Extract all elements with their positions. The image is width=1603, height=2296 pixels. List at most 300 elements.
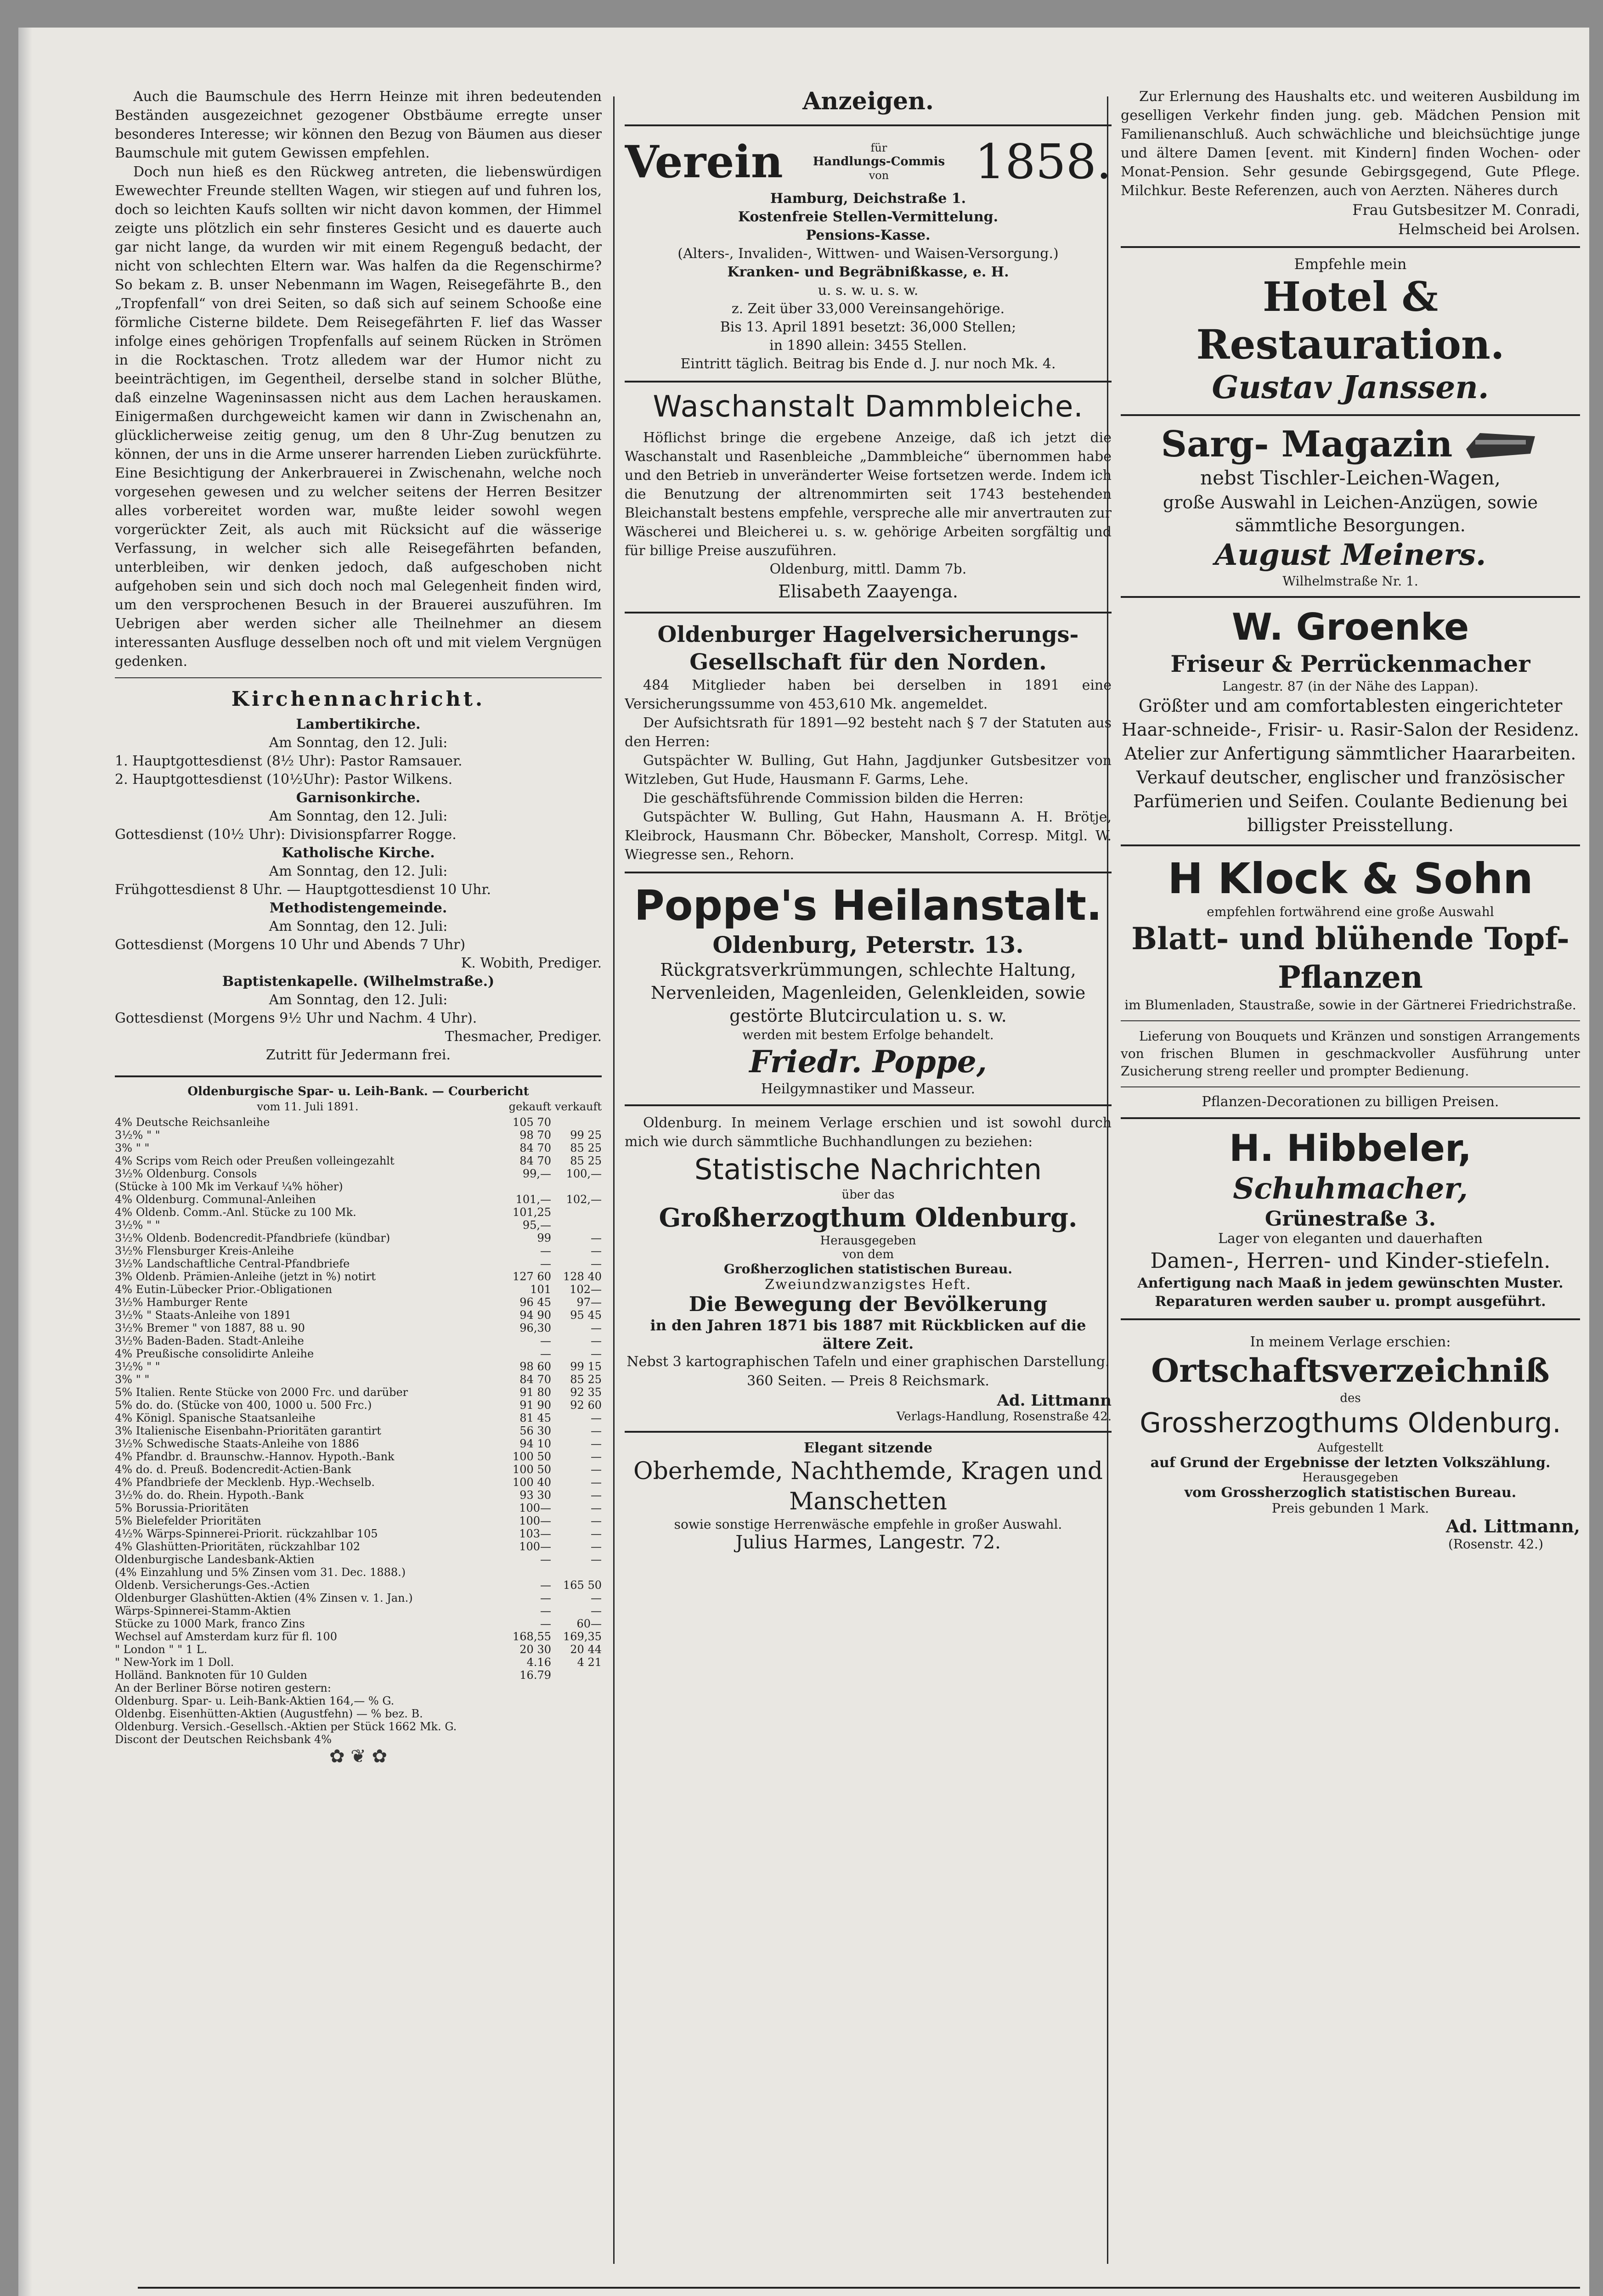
column-rule-1 — [613, 96, 615, 2264]
table-row — [115, 1270, 602, 1283]
orts-signature: Ad. Littmann, — [1445, 1516, 1580, 1536]
table-row — [115, 1296, 602, 1309]
bought-rate: 168,55 — [513, 1630, 551, 1643]
wasch-title: Waschanstalt Dammbleiche. — [653, 390, 1084, 424]
verein-line: (Alters-, Invaliden-, Wittwen- und Waisen-Versorgung.) — [677, 246, 1059, 262]
security-name: 3½% Flensburger Kreis-Anleihe — [115, 1244, 294, 1257]
bought-rate — [501, 1720, 551, 1733]
sold-rate: — — [591, 1450, 602, 1463]
table-row — [115, 1180, 602, 1193]
security-name: 3½% Bremer " von 1887, 88 u. 90 — [115, 1322, 305, 1334]
table-row — [115, 1232, 602, 1244]
security-name: (Stücke à 100 Mk im Verkauf ¼% höher) — [115, 1180, 343, 1193]
bought-rate: 101 — [530, 1283, 551, 1296]
bought-rate: 100— — [519, 1502, 551, 1514]
bought-rate — [501, 1733, 551, 1746]
security-name: Oldenb. Versicherungs-Ges.-Actien — [115, 1579, 310, 1592]
hibbeler-lager: Lager von eleganten und dauerhaften — [1218, 1231, 1483, 1247]
hagel-title: Oldenburger Hagelversicherungs-Gesellschaft für den Norden. — [657, 622, 1079, 675]
bought-rate: — — [540, 1334, 551, 1347]
hibbeler-sub: Schuhmacher, — [1233, 1171, 1468, 1206]
church-entry: Thesmacher, Prediger. — [445, 1029, 602, 1045]
security-name: 3½% do. do. Rhein. Hypoth.-Bank — [115, 1489, 304, 1502]
security-name: Discont der Deutschen Reichsbank 4% — [115, 1733, 332, 1746]
verein-line: z. Zeit über 33,000 Vereinsangehörige. — [731, 301, 1005, 317]
bought-rate: 84 70 — [519, 1154, 551, 1167]
sold-rate: — — [591, 1540, 602, 1553]
article-text — [115, 87, 602, 671]
sold-rate: — — [591, 1437, 602, 1450]
poppe-title: Poppe's Heilanstalt. — [634, 882, 1102, 930]
sold-rate: 169,35 — [563, 1630, 602, 1643]
security-name: 3% " " — [115, 1142, 150, 1154]
church-entry: Zutritt für Jedermann frei. — [265, 1047, 451, 1063]
table-row — [115, 1540, 602, 1553]
bought-rate: — — [540, 1553, 551, 1566]
newspaper-page — [18, 28, 1589, 2296]
table-row — [115, 1193, 602, 1206]
ad-hibbeler — [1121, 1126, 1580, 1311]
table-row — [115, 1514, 602, 1527]
church-entry: Am Sonntag, den 12. Juli: — [269, 808, 448, 824]
ad-poppe — [625, 881, 1112, 1097]
stat-von: von dem — [842, 1248, 894, 1261]
security-name: 3½% " " — [115, 1360, 160, 1373]
sold-rate: 92 60 — [570, 1399, 602, 1412]
column-right — [1121, 87, 1580, 1552]
table-row — [115, 1399, 602, 1412]
security-name: 3½% " " — [115, 1219, 160, 1232]
security-name: Oldenburg. Spar- u. Leih-Bank-Aktien 164,— % G. — [115, 1694, 395, 1707]
table-row — [115, 1116, 602, 1129]
orts-aufgestellt: Aufgestellt — [1317, 1441, 1383, 1455]
wasch-signature: Elisabeth Zaayenga. — [778, 581, 959, 602]
groenke-address: Langestr. 87 (in der Nähe des Lappan). — [1222, 679, 1479, 694]
ad-groenke — [1121, 605, 1580, 837]
hibbeler-title: H. Hibbeler, — [1229, 1127, 1472, 1170]
wasch-place: Oldenburg, mittl. Damm 7b. — [769, 561, 967, 577]
stat-bureau: Großherzoglichen statistischen Bureau. — [724, 1261, 1012, 1277]
verein-fuer: für — [870, 141, 887, 154]
sold-rate — [551, 1566, 602, 1579]
sold-rate: — — [591, 1604, 602, 1617]
sold-rate — [551, 1219, 602, 1232]
stat-jahre: in den Jahren 1871 bis 1887 mit Rückblicken auf die ältere Zeit. — [650, 1317, 1086, 1352]
church-entry: Am Sonntag, den 12. Juli: — [269, 863, 448, 879]
hibbeler-text-1: Anfertigung nach Maaß in jedem gewünschten Muster. — [1137, 1275, 1563, 1291]
sold-rate — [551, 1733, 602, 1746]
ad-waschanstalt — [625, 390, 1112, 604]
table-row — [115, 1129, 602, 1142]
klock-text-2: Lieferung von Bouquets und Kränzen und sonstigen Arrangements von frischen Blumen in geschmackvoller Ausführung unter Zusicherung streng reeller und prompter Bedienung. — [1121, 1029, 1580, 1079]
table-row — [115, 1219, 602, 1232]
church-news-list — [115, 715, 602, 1064]
ad-hagel — [625, 621, 1112, 864]
sold-rate: — — [591, 1322, 602, 1334]
bought-rate: 16.79 — [519, 1669, 551, 1682]
security-name: An der Berliner Börse notiren gestern: — [115, 1682, 331, 1694]
church-entry: Lambertikirche. — [296, 716, 421, 732]
bought-rate — [501, 1566, 551, 1579]
sold-rate: 97— — [576, 1296, 602, 1309]
sold-rate: — — [591, 1347, 602, 1360]
table-row — [115, 1682, 602, 1694]
hotel-title: Hotel & Restauration. — [1196, 273, 1505, 368]
church-entry: Gottesdienst (Morgens 9½ Uhr und Nachm. 4 Uhr). — [115, 1010, 477, 1026]
church-entry: Katholische Kirche. — [282, 845, 435, 861]
security-name: 4% Eutin-Lübecker Prior.-Obligationen — [115, 1283, 333, 1296]
security-name: 3% Italienische Eisenbahn-Prioritäten garantirt — [115, 1424, 381, 1437]
bought-rate: 127 60 — [513, 1270, 551, 1283]
verein-word: Verein — [625, 135, 783, 188]
sold-rate — [551, 1720, 602, 1733]
table-row — [115, 1656, 602, 1669]
sarg-sub: nebst Tischler-Leichen-Wagen, — [1200, 467, 1501, 489]
table-row — [115, 1309, 602, 1322]
sold-rate: — — [591, 1527, 602, 1540]
sold-rate: — — [591, 1424, 602, 1437]
bought-rate: 100— — [519, 1514, 551, 1527]
bought-rate: 91 90 — [519, 1399, 551, 1412]
security-name: 5% Italien. Rente Stücke von 2000 Frc. und darüber — [115, 1386, 408, 1399]
orts-grund: auf Grund der Ergebnisse der letzten Volkszählung. — [1150, 1455, 1551, 1471]
security-name: 5% Bielefelder Prioritäten — [115, 1514, 261, 1527]
security-name: 4% Pfandbriefe der Mecklenb. Hyp.-Wechselb. — [115, 1476, 375, 1489]
security-name: 4% Oldenburg. Communal-Anleihen — [115, 1193, 316, 1206]
bank-title: Oldenburgische Spar- u. Leih-Bank. — Courbericht — [187, 1085, 529, 1098]
table-row — [115, 1630, 602, 1643]
sarg-text: große Auswahl in Leichen-Anzügen, sowie sämmtliche Besorgungen. — [1163, 492, 1538, 535]
hagel-p5: Gutspächter W. Bulling, Gut Hahn, Hausmann A. H. Brötje, Kleibrock, Hausmann Chr. Böbecker, Mansholt, Corresp. Mitgl. W. Wiegresse sen., Rehorn. — [625, 809, 1112, 863]
stat-title: Statistische Nachrichten — [694, 1153, 1042, 1186]
hibbeler-address: Grünestraße 3. — [1264, 1207, 1436, 1231]
sold-rate: 102— — [570, 1283, 602, 1296]
bought-rate: 99,— — [522, 1167, 551, 1180]
sold-rate: — — [591, 1257, 602, 1270]
table-row — [115, 1527, 602, 1540]
harmes-top: Elegant sitzende — [803, 1440, 933, 1456]
church-entry: Baptistenkapelle. (Wilhelmstraße.) — [222, 974, 495, 990]
ads-heading: Anzeigen. — [802, 87, 934, 115]
harmes-signature: Julius Harmes, Langestr. 72. — [735, 1532, 1001, 1553]
harmes-text: sowie sonstige Herrenwäsche empfehle in großer Auswahl. — [674, 1517, 1062, 1532]
sold-rate: 100,— — [566, 1167, 602, 1180]
bought-rate: 100— — [519, 1540, 551, 1553]
table-row — [115, 1360, 602, 1373]
table-row — [115, 1167, 602, 1180]
stat-intro: Oldenburg. In meinem Verlage erschien und ist sowohl durch mich wie durch sämmtliche Buchhandlungen zu beziehen: — [625, 1115, 1112, 1150]
table-row — [115, 1283, 602, 1296]
bought-rate: 100 40 — [513, 1476, 551, 1489]
bought-rate: 81 45 — [519, 1412, 551, 1424]
church-entry: Gottesdienst (Morgens 10 Uhr und Abends 7 Uhr) — [115, 937, 466, 953]
security-name: 3½% Baden-Baden. Stadt-Anleihe — [115, 1334, 304, 1347]
page-edge — [18, 28, 32, 2296]
security-name: 3% Oldenb. Prämien-Anleihe (jetzt in %) notirt — [115, 1270, 376, 1283]
table-row — [115, 1450, 602, 1463]
table-row — [115, 1206, 602, 1219]
table-row — [115, 1154, 602, 1167]
sold-rate: — — [591, 1232, 602, 1244]
bought-rate — [501, 1707, 551, 1720]
klock-sub: empfehlen fortwährend eine große Auswahl — [1207, 904, 1494, 919]
ad-statistik — [625, 1114, 1112, 1424]
security-name: 4½% Wärps-Spinnerei-Priorit. rückzahlbar 105 — [115, 1527, 378, 1540]
table-row — [115, 1322, 602, 1334]
sold-rate: — — [591, 1514, 602, 1527]
bought-rate: 103— — [519, 1527, 551, 1540]
security-name: 3½% Hamburger Rente — [115, 1296, 248, 1309]
sold-rate: — — [591, 1592, 602, 1604]
groenke-text: Größter und am comfortablesten eingerichteter Haar-schneide-, Frisir- u. Rasir-Salon der Residenz. Atelier zur Anfertigung sämmtlicher Haararbeiten. Verkauf deutscher, englischer und französischer Parfümerien und Seifen. Coulante Bedienung bei billigster Preisstellung. — [1122, 696, 1579, 835]
security-name: 4% Pfandbr. d. Braunschw.-Hannov. Hypoth.-Bank — [115, 1450, 395, 1463]
church-entry: K. Wobith, Prediger. — [461, 955, 602, 971]
table-row — [115, 1604, 602, 1617]
bought-rate: — — [540, 1244, 551, 1257]
orts-von: vom Grossherzoglich statistischen Bureau. — [1184, 1485, 1517, 1501]
table-row — [115, 1553, 602, 1566]
security-name: (4% Einzahlung und 5% Zinsen vom 31. Dec. 1888.) — [115, 1566, 406, 1579]
verein-von: von — [869, 169, 889, 182]
sold-rate: 85 25 — [570, 1142, 602, 1154]
stat-heft: Zweiundzwanzigstes Heft. — [765, 1277, 971, 1293]
bought-rate: 98 70 — [519, 1129, 551, 1142]
security-name: Oldenburger Glashütten-Aktien (4% Zinsen v. 1. Jan.) — [115, 1592, 413, 1604]
sold-rate — [551, 1707, 602, 1720]
stat-tafeln: Nebst 3 kartographischen Tafeln und einer graphischen Darstellung. — [627, 1354, 1110, 1370]
security-name: 3½% Schwedische Staats-Anleihe von 1886 — [115, 1437, 359, 1450]
pension-signature: Frau Gutsbesitzer M. Conradi, — [1352, 201, 1580, 219]
bought-rate: 4.16 — [526, 1656, 551, 1669]
verein-line: Kostenfreie Stellen-Vermittelung. — [738, 209, 999, 225]
hibbeler-items: Damen-, Herren- und Kinder-stiefeln. — [1150, 1248, 1551, 1273]
coffin-icon — [1462, 426, 1540, 463]
bought-rate: 94 10 — [519, 1437, 551, 1450]
table-row — [115, 1412, 602, 1424]
security-name: 4% Oldenb. Comm.-Anl. Stücke zu 100 Mk. — [115, 1206, 356, 1219]
bought-rate: — — [540, 1257, 551, 1270]
bought-rate: 96 45 — [519, 1296, 551, 1309]
sarg-address: Wilhelmstraße Nr. 1. — [1282, 574, 1418, 589]
sold-rate: 92 35 — [570, 1386, 602, 1399]
stat-ueber: über das — [841, 1188, 895, 1202]
table-row — [115, 1669, 602, 1682]
church-entry: Am Sonntag, den 12. Juli: — [269, 735, 448, 751]
bought-rate: 100 50 — [513, 1450, 551, 1463]
bank-col-bought: gekauft — [508, 1100, 551, 1113]
security-name: " London " " 1 L. — [115, 1643, 208, 1656]
church-entry: 1. Hauptgottesdienst (8½ Uhr): Pastor Ramsauer. — [115, 753, 463, 769]
sold-rate: — — [591, 1476, 602, 1489]
church-entry: 2. Hauptgottesdienst (10½Uhr): Pastor Wilkens. — [115, 771, 453, 788]
orts-gh: Grossherzogthums Oldenburg. — [1140, 1407, 1561, 1439]
bought-rate — [501, 1694, 551, 1707]
bank-rates-table — [115, 1116, 602, 1746]
bought-rate: 84 70 — [519, 1142, 551, 1154]
bought-rate: 101,— — [515, 1193, 551, 1206]
orts-signature-2: (Rosenstr. 42.) — [1448, 1536, 1543, 1552]
table-row — [115, 1463, 602, 1476]
hagel-p2: Der Aufsichtsrath für 1891—92 besteht nach § 7 der Statuten aus den Herren: — [625, 715, 1112, 750]
security-name: 5% do. do. (Stücke von 400, 1000 u. 500 Frc.) — [115, 1399, 372, 1412]
sold-rate: 60— — [576, 1617, 602, 1630]
orts-herausgegeben: Herausgegeben — [1302, 1471, 1399, 1485]
sold-rate: 20 44 — [570, 1643, 602, 1656]
ad-pension — [1121, 87, 1580, 239]
pension-text: Zur Erlernung des Haushalts etc. und weiteren Ausbildung im geselligen Verkehr finden jung. geb. Mädchen Pension mit Familienanschluß. Auch schwächliche und bleichsüchtige junge und ältere Damen [event. mit Kindern] finden Wochen- oder Monat-Pension. Sehr gesunde Gebirgsgegend, Gute Pflege. Milchkur. Beste Referenzen, auch von Aerzten. Näheres durch — [1121, 89, 1580, 199]
stat-herausgegeben: Herausgegeben — [820, 1234, 916, 1248]
orts-des: des — [1340, 1391, 1361, 1405]
sold-rate — [551, 1206, 602, 1219]
security-name: 3½% Oldenb. Bodencredit-Pfandbriefe (kündbar) — [115, 1232, 390, 1244]
bank-col-sold: verkauft — [554, 1100, 602, 1113]
table-row — [115, 1347, 602, 1360]
article-paragraph: Auch die Baumschule des Herrn Heinze mit ihren bedeutenden Beständen ausgezeichnet gezogener Obstbäume erregte unser besonderes Interesse; wir können den Bezug von Bäumen aus dieser Baumschule mit gutem Gewissen empfehlen. — [115, 89, 602, 161]
hibbeler-text-2: Reparaturen werden sauber u. prompt ausgeführt. — [1155, 1294, 1546, 1310]
security-name: 3% " " — [115, 1373, 150, 1386]
groenke-title: W. Groenke — [1231, 606, 1469, 648]
table-row — [115, 1720, 602, 1733]
sold-rate: — — [591, 1553, 602, 1566]
bought-rate: 84 70 — [519, 1373, 551, 1386]
hagel-p3: Gutspächter W. Bulling, Gut Hahn, Jagdjunker Gutsbesitzer von Witzleben, Gut Hude, Hausmann F. Garms, Lehe. — [625, 753, 1112, 788]
orts-intro: In meinem Verlage erschien: — [1250, 1334, 1451, 1350]
bought-rate: 100 50 — [513, 1463, 551, 1476]
sold-rate: 165 50 — [563, 1579, 602, 1592]
sold-rate: 99 15 — [570, 1360, 602, 1373]
table-row — [115, 1502, 602, 1514]
table-row — [115, 1617, 602, 1630]
table-row — [115, 1386, 602, 1399]
sold-rate: — — [591, 1463, 602, 1476]
bought-rate: 20 30 — [519, 1643, 551, 1656]
security-name: 4% Glashütten-Prioritäten, rückzahlbar 102 — [115, 1540, 361, 1553]
sold-rate: 99 25 — [570, 1129, 602, 1142]
church-entry: Methodistengemeinde. — [269, 900, 447, 916]
groenke-sub: Friseur & Perrückenmacher — [1170, 650, 1530, 677]
church-entry: Am Sonntag, den 12. Juli: — [269, 992, 448, 1008]
table-row — [115, 1489, 602, 1502]
poppe-place: Oldenburg, Peterstr. 13. — [712, 931, 1024, 958]
sold-rate: — — [591, 1334, 602, 1347]
bought-rate: 91 80 — [519, 1386, 551, 1399]
sold-rate: — — [591, 1489, 602, 1502]
sold-rate — [551, 1116, 602, 1129]
klock-text-3: Pflanzen-Decorationen zu billigen Preisen. — [1202, 1094, 1499, 1110]
security-name: 3½% Oldenburg. Consols — [115, 1167, 257, 1180]
sarg-name: August Meiners. — [1214, 538, 1486, 572]
stat-bewegung: Die Bewegung der Bevölkerung — [689, 1293, 1048, 1316]
bought-rate: 98 60 — [519, 1360, 551, 1373]
bought-rate: — — [540, 1592, 551, 1604]
harmes-items: Oberhemde, Nachthemde, Kragen und Manschetten — [633, 1458, 1103, 1515]
sold-rate: 4 21 — [577, 1656, 602, 1669]
ad-verein — [625, 134, 1112, 373]
klock-title: H Klock & Sohn — [1168, 854, 1533, 903]
sold-rate — [551, 1180, 602, 1193]
bought-rate: — — [540, 1347, 551, 1360]
stat-preis: 360 Seiten. — Preis 8 Reichsmark. — [747, 1373, 989, 1389]
sold-rate: — — [591, 1244, 602, 1257]
security-name: 5% Borussia-Prioritäten — [115, 1502, 249, 1514]
sold-rate — [551, 1682, 602, 1694]
poppe-name: Friedr. Poppe, — [749, 1044, 987, 1080]
bought-rate: 101,25 — [513, 1206, 551, 1219]
column-left — [115, 87, 602, 1767]
table-row — [115, 1257, 602, 1270]
security-name: Holländ. Banknoten für 10 Gulden — [115, 1669, 307, 1682]
klock-text: im Blumenladen, Staustraße, sowie in der Gärtnerei Friedrichstraße. — [1124, 997, 1576, 1013]
verein-line: Eintritt täglich. Beitrag bis Ende d. J. nur noch Mk. 4. — [680, 356, 1056, 372]
sold-rate: 128 40 — [563, 1270, 602, 1283]
table-row — [115, 1592, 602, 1604]
table-row — [115, 1244, 602, 1257]
security-name: Wechsel auf Amsterdam kurz für fl. 100 — [115, 1630, 337, 1643]
verein-line: in 1890 allein: 3455 Stellen. — [769, 338, 967, 354]
table-row — [115, 1643, 602, 1656]
bought-rate: — — [540, 1579, 551, 1592]
bank-date: vom 11. Juli 1891. — [257, 1100, 359, 1113]
table-row — [115, 1579, 602, 1592]
ad-harmes — [625, 1440, 1112, 1553]
church-entry: Garnisonkirche. — [296, 790, 421, 806]
sold-rate: 102,— — [566, 1193, 602, 1206]
sold-rate — [551, 1694, 602, 1707]
bought-rate: 95,— — [522, 1219, 551, 1232]
ad-ortschaft — [1121, 1334, 1580, 1552]
bought-rate — [501, 1682, 551, 1694]
table-row — [115, 1142, 602, 1154]
ad-sarg — [1121, 423, 1580, 589]
verein-line: Pensions-Kasse. — [806, 227, 931, 243]
church-entry: Frühgottesdienst 8 Uhr. — Hauptgottesdienst 10 Uhr. — [115, 882, 491, 898]
table-row — [115, 1424, 602, 1437]
security-name: Stücke zu 1000 Mark, franco Zins — [115, 1617, 305, 1630]
ad-hotel — [1121, 255, 1580, 407]
stat-signature-2: Verlags-Handlung, Rosenstraße 42. — [896, 1410, 1112, 1424]
security-name: 4% Preußische consolidirte Anleihe — [115, 1347, 314, 1360]
bought-rate: 99 — [537, 1232, 551, 1244]
security-name: " New-York im 1 Doll. — [115, 1656, 234, 1669]
hagel-p1: 484 Mitglieder haben bei derselben in 1891 eine Versicherungssumme von 453,610 Mk. angemeldet. — [625, 677, 1112, 712]
sold-rate: 95 45 — [570, 1309, 602, 1322]
bought-rate: 56 30 — [519, 1424, 551, 1437]
hagel-p4: Die geschäftsführende Commission bilden die Herren: — [643, 790, 1024, 806]
orts-preis: Preis gebunden 1 Mark. — [1271, 1501, 1429, 1516]
church-entry: Am Sonntag, den 12. Juli: — [269, 918, 448, 934]
security-name: 3½% Landschaftliche Central-Pfandbriefe — [115, 1257, 350, 1270]
security-name: 4% Scrips vom Reich oder Preußen volleingezahlt — [115, 1154, 395, 1167]
bought-rate: 94 90 — [519, 1309, 551, 1322]
verein-line: u. s. w. u. s. w. — [818, 282, 919, 298]
klock-plants: Blatt- und blühende Topf-Pflanzen — [1131, 921, 1569, 995]
ornament-icon: ✿ ❦ ✿ — [329, 1746, 387, 1767]
hotel-name: Gustav Janssen. — [1212, 369, 1489, 406]
sarg-title: Sarg- Magazin — [1161, 423, 1453, 465]
security-name: 4% do. d. Preuß. Bodencredit-Actien-Bank — [115, 1463, 351, 1476]
church-entry: Gottesdienst (10½ Uhr): Divisionspfarrer Rogge. — [115, 827, 457, 843]
table-row — [115, 1733, 602, 1746]
sold-rate — [551, 1669, 602, 1682]
article-paragraph: Doch nun hieß es den Rückweg antreten, die liebenswürdigen Ewewechter Freunde stellten Wagen, wir stiegen auf und fuhren los, doch so leichten Kaufs sollten wir nicht davon kommen, der Himmel zeigte uns plötzlich ein sehr finsteres Gesicht und es dauerte auch gar nicht lange, da wurden wir mit einem Regenguß bedacht, der nicht von schlechten Eltern war. Was halfen da die Regenschirme? So bekam z. B. unser Nebenmann im Wagen, Reisegefährte B., den „Tropfenfall“ von drei Seiten, so daß sich auf seinem Schooße eine förmliche Cisterne bildete. Dem Reisegefährten F. lief das Wasser infolge eines gehörigen Tropfenfalls auf seinem Rücken in Strömen in die Rocktaschen. Trotz alledem war der Humor nicht zu beeinträchtigen, im Gegentheil, derselbe stand in solcher Blüthe, daß einzelne Wageninsassen nicht aus dem Lachen herauskamen. Einigermaßen durchgeweicht kamen wir dann in Zwischenahn an, glücklicherweise zeitig genug, um den 8 Uhr-Zug benutzen zu können, der uns in die Arme unserer harrenden Lieben zurückführte. Eine Besichtigung der Ankerbrauerei in Zwischenahn, welche noch vorgesehen gewesen und zu welcher seitens der Herren Besitzer alles vorbereitet worden war, mußte leider sowohl wegen vorgerückter Zeit, als auch mit Rücksicht auf die wässerige Verfassung, in welcher sich alle Reisegefährten befanden, unterbleiben, wir denken jedoch, daß aufgeschoben nicht aufgehoben sein und sich doch noch mal Gelegenheit finden wird, um den versprochenen Besuch in der Brauerei auszuführen. Im Uebrigen aber werden sicher alle Theilnehmer an diesem interessanten Ausfluge desselben noch oft und mit vielem Vergnügen gedenken. — [115, 164, 602, 670]
hotel-empfehle: Empfehle mein — [1294, 255, 1407, 273]
church-news-title: Kirchennachricht. — [231, 687, 485, 711]
stat-gh: Großherzogthum Oldenburg. — [659, 1203, 1078, 1233]
security-name: 3½% " " — [115, 1129, 160, 1142]
security-name: Oldenburgische Landesbank-Aktien — [115, 1553, 315, 1566]
security-name: Oldenburg. Versich.-Gesellsch.-Aktien per Stück 1662 Mk. G. — [115, 1720, 457, 1733]
verein-line: Hamburg, Deichstraße 1. — [770, 191, 966, 207]
